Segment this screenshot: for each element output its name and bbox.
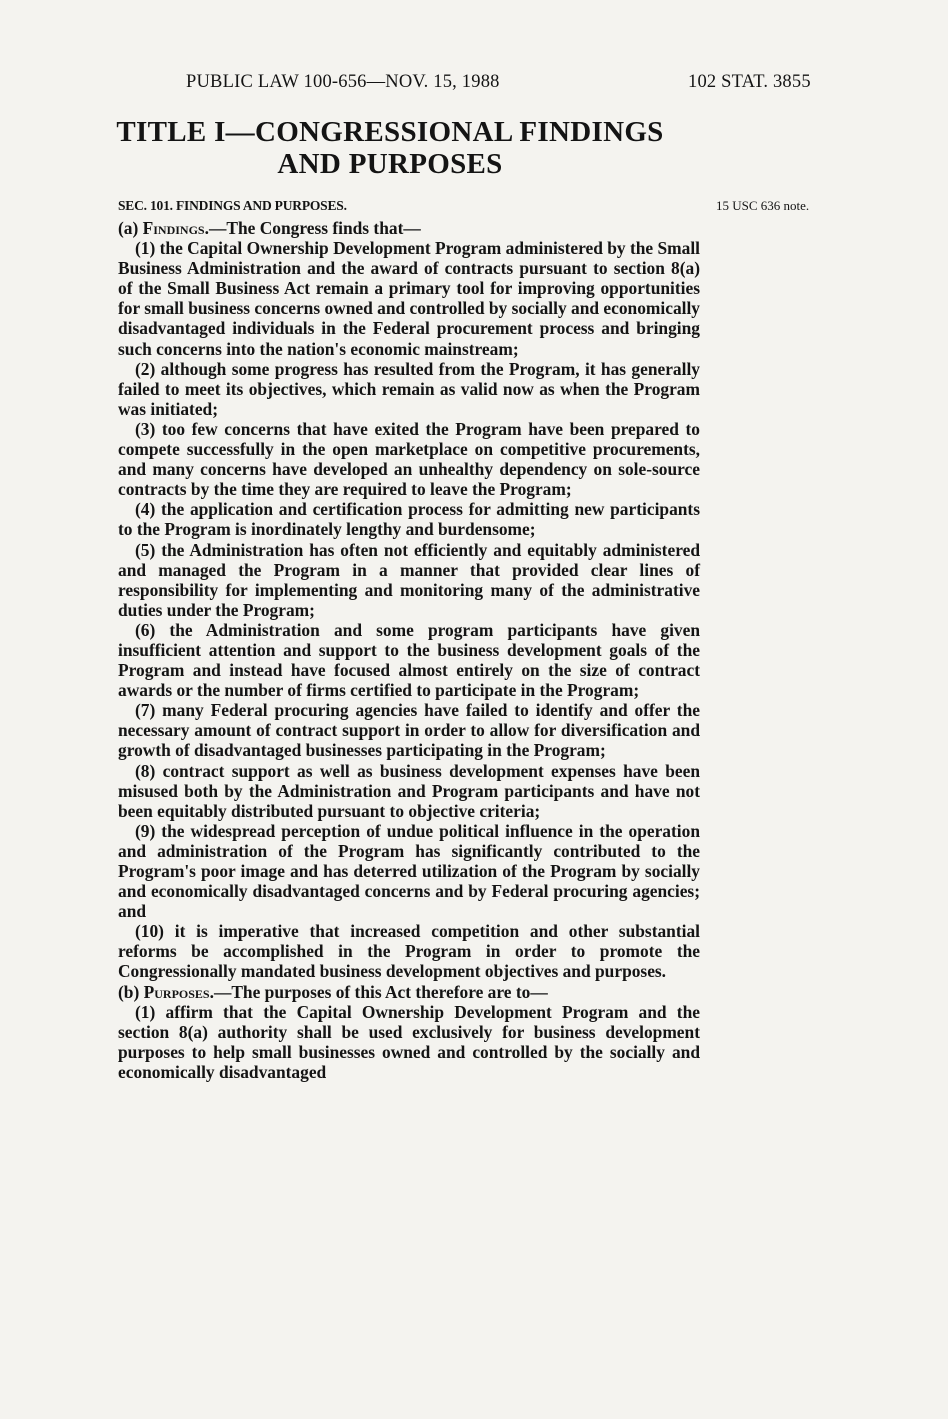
body-text [118, 218, 700, 1082]
statute-reference: 102 STAT. 3855 [688, 72, 811, 92]
title-line-1: TITLE I—CONGRESSIONAL FINDINGS [116, 116, 664, 148]
title-heading [110, 116, 670, 180]
finding-item-6: (6) the Administration and some program participants have given insufficient attention and support to the business development goals of the Program and instead have focused almost entirely on the size of contract awards or the number of firms certified to participate in the Program; [118, 619, 700, 701]
finding-item-3: (3) too few concerns that have exited the Program have been prepared to compete successfully in the open marketplace on competitive procurements, and many concerns have developed an unhealthy dependency on sole-source contracts by the time they are required to leave the Program; [118, 418, 700, 500]
finding-item-10: (10) it is imperative that increased competition and other substantial reforms be accomplished in the Program in order to promote the Congressionally mandated business development objectives and purposes. [118, 921, 700, 982]
findings-intro-text: —The Congress finds that— [208, 218, 421, 238]
finding-item-5: (5) the Administration has often not efficiently and equitably administered and managed the Program in a manner that provided clear lines of responsibility for implementing and monitoring many of the administrative duties under the Program; [118, 539, 700, 620]
findings-label-caps: Findings. [142, 218, 209, 238]
title-line-2: AND PURPOSES [277, 148, 503, 180]
margin-note: 15 USC 636 note. [716, 198, 810, 213]
section-heading: SEC. 101. FINDINGS AND PURPOSES. [118, 198, 347, 213]
finding-item-8: (8) contract support as well as business development expenses have been misused both by the Administration and Program participants and have not been equitably distributed pursuant to objective criteria; [118, 760, 700, 821]
findings-intro [118, 218, 700, 238]
purposes-intro [118, 982, 700, 1002]
purposes-label-caps: Purposes. [143, 981, 214, 1002]
finding-item-2: (2) although some progress has resulted from the Program, it has generally failed to meet its objectives, which remain as valid now as when the Program was initiated; [118, 358, 700, 419]
findings-label: (a) [118, 218, 143, 238]
finding-item-1: (1) the Capital Ownership Development Program administered by the Small Business Administration and the award of contracts pursuant to section 8(a) of the Small Business Act remain a primary tool for improving opportunities for small business concerns owned and controlled by socially and economically disadvantaged individuals in the Federal procurement process and bringing such concerns into the nation's economic mainstream; [118, 238, 701, 359]
running-head: PUBLIC LAW 100-656—NOV. 15, 1988 [186, 72, 500, 92]
purposes-intro-text: —The purposes of this Act therefore are to— [213, 981, 548, 1002]
finding-item-7: (7) many Federal procuring agencies have failed to identify and offer the necessary amount of contract support in order to allow for diversification and growth of disadvantaged businesses participating in the Program; [118, 700, 700, 761]
finding-item-4: (4) the application and certification process for admitting new participants to the Program is inordinately lengthy and burdensome; [118, 499, 700, 540]
purpose-item-1: (1) affirm that the Capital Ownership Development Program and the section 8(a) authority shall be used exclusively for business development purposes to help small businesses owned and controlled by the socially and economically disadvantaged [118, 1001, 700, 1082]
purposes-label: (b) [118, 981, 144, 1002]
finding-item-9: (9) the widespread perception of undue political influence in the operation and administration of the Program has significantly contributed to the Program's poor image and has deterred utilization of the Program by socially and economically disadvantaged concerns and by Federal procuring agencies; and [118, 820, 700, 922]
